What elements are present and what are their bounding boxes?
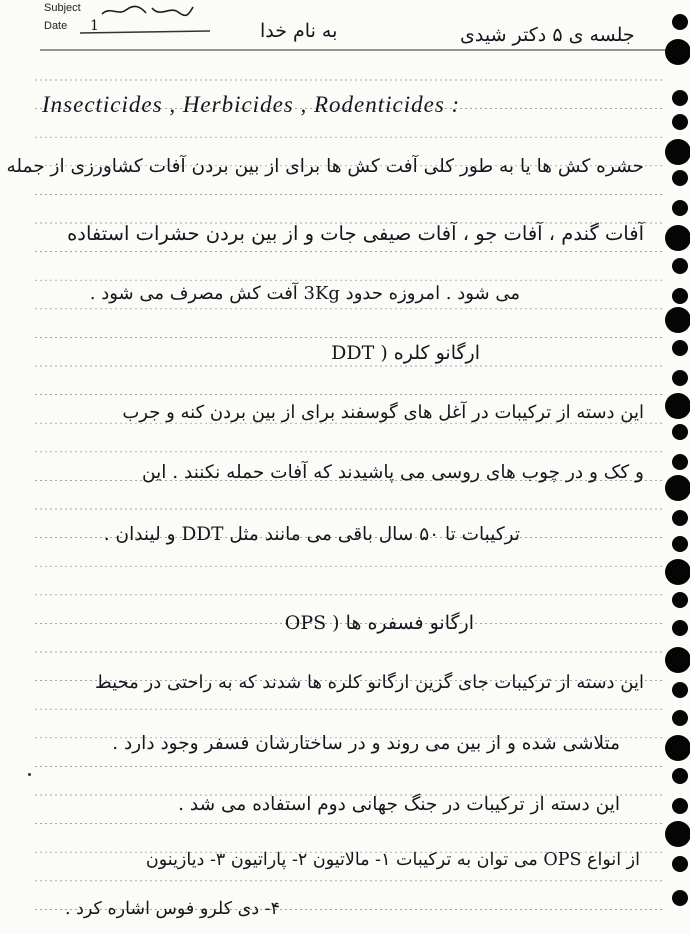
subheading-organochlorine: ارگانو کلره ( DDT	[331, 342, 480, 364]
binder-hole	[665, 735, 690, 761]
date-rule	[80, 31, 210, 33]
binder-hole	[672, 536, 688, 552]
page-title-right: به نام خدا	[260, 20, 338, 42]
text-line-9: این دسته از ترکیبات جای گزین ارگانو کلره ها شدند که به راحتی در محیط	[95, 672, 644, 693]
binder-hole	[672, 90, 688, 106]
text-line-2: آفات گندم ، آفات جو ، آفات صیفی جات و از بین بردن حشرات استفاده	[67, 222, 644, 245]
binder-hole	[672, 114, 688, 130]
subject-scribble	[100, 4, 195, 18]
binder-hole	[672, 620, 688, 636]
text-line-12: از انواع OPS می توان به ترکیبات ۱- مالاتیون ۲- پاراتیون ۳- دیازینون	[145, 850, 640, 870]
date-value: 1	[90, 18, 99, 34]
binder-hole	[672, 592, 688, 608]
binder-hole	[672, 14, 688, 30]
binder-hole	[665, 647, 690, 673]
binder-hole	[672, 424, 688, 440]
binder-hole	[672, 258, 688, 274]
binder-holes	[650, 0, 690, 934]
subject-label: Subject	[44, 2, 81, 14]
text-line-13: ۴- دی کلرو فوس اشاره کرد .	[64, 899, 280, 919]
text-line-3: می شود . امروزه حدود 3Kg آفت کش مصرف می شود .	[89, 283, 520, 304]
text-line-6: و کک و در چوب های روسی می پاشیدند که آفات حمله نکنند . این	[141, 462, 644, 483]
text-line-1: حشره کش ها یا به طور کلی آفت کش ها برای از بین بردن آفات کشاورزی از جمله	[6, 156, 644, 177]
text-line-7: ترکیبات تا ۵۰ سال باقی می مانند مثل DDT و لیندان .	[103, 524, 520, 545]
text-line-5: این دسته از ترکیبات در آغل های گوسفند برای از بین بردن کنه و جرب	[122, 402, 644, 423]
binder-hole	[665, 39, 690, 65]
binder-hole	[672, 370, 688, 386]
ink-dot	[28, 773, 31, 776]
binder-hole	[665, 475, 690, 501]
binder-hole	[665, 307, 690, 333]
binder-hole	[665, 139, 690, 165]
text-line-10: متلاشی شده و از بین می روند و در ساختارشان فسفر وجود دارد .	[112, 733, 620, 754]
binder-hole	[665, 821, 690, 847]
binder-hole	[672, 710, 688, 726]
binder-hole	[665, 559, 690, 585]
binder-hole	[672, 798, 688, 814]
binder-hole	[672, 510, 688, 526]
text-line-11: این دسته از ترکیبات در جنگ جهانی دوم استفاده می شد .	[178, 794, 620, 815]
binder-hole	[672, 768, 688, 784]
binder-hole	[672, 288, 688, 304]
binder-hole	[665, 393, 690, 419]
binder-hole	[665, 225, 690, 251]
binder-hole	[672, 340, 688, 356]
binder-hole	[672, 170, 688, 186]
binder-hole	[672, 682, 688, 698]
binder-hole	[672, 856, 688, 872]
heading-english: Insecticides , Herbicides , Rodenticides :	[42, 92, 461, 117]
binder-hole	[672, 890, 688, 906]
binder-hole	[672, 454, 688, 470]
binder-hole	[672, 200, 688, 216]
page-title-left: جلسه ی ۵ دکتر شیدی	[460, 24, 635, 46]
subheading-organophosphate: ارگانو فسفره ها ( OPS	[284, 612, 474, 634]
date-label: Date	[44, 20, 68, 32]
